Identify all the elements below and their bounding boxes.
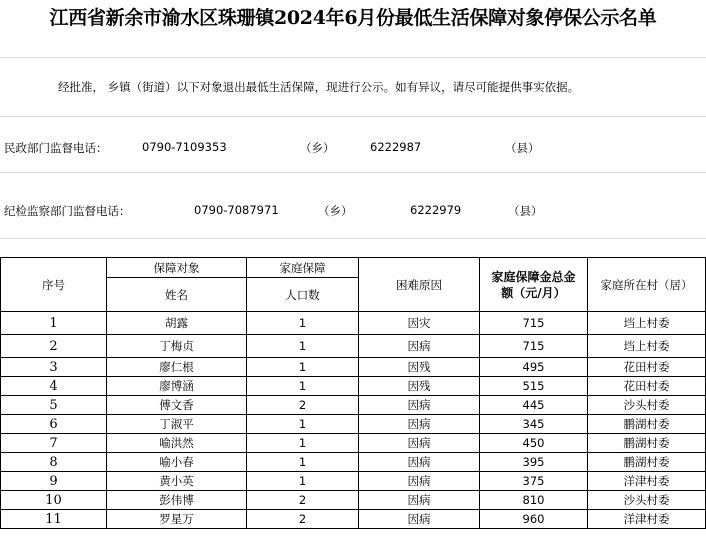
row-divider xyxy=(0,172,706,173)
page-title: 江西省新余市渝水区珠珊镇2024年6月份最低生活保障对象停保公示名单 xyxy=(49,7,657,29)
header-amount xyxy=(480,258,588,312)
cell-amount: 715 xyxy=(480,335,588,358)
header-index: 序号 xyxy=(1,258,107,312)
cell-name: 丁淑平 xyxy=(107,415,247,434)
cell-count: 1 xyxy=(247,434,359,453)
cell-village: 垱上村委 xyxy=(588,335,706,358)
cell-name: 喻小春 xyxy=(107,453,247,472)
cell-amount: 450 xyxy=(480,434,588,453)
cell-count: 1 xyxy=(247,453,359,472)
table-row xyxy=(1,415,706,434)
cell-index: 3 xyxy=(1,358,107,377)
cell-name: 廖博涵 xyxy=(107,377,247,396)
cell-index: 11 xyxy=(1,510,107,529)
header-family: 家庭保障 xyxy=(247,258,359,278)
cell-amount: 960 xyxy=(480,510,588,529)
cell-name: 喻洪然 xyxy=(107,434,247,453)
cell-index: 4 xyxy=(1,377,107,396)
cell-amount: 395 xyxy=(480,453,588,472)
civil-affairs-township-suffix: （乡） xyxy=(300,141,335,155)
discipline-county-suffix: （县） xyxy=(508,204,543,218)
table-row xyxy=(1,491,706,510)
cell-index: 8 xyxy=(1,453,107,472)
cell-village: 沙头村委 xyxy=(588,491,706,510)
cell-village: 洋津村委 xyxy=(588,510,706,529)
cell-reason: 因病 xyxy=(359,335,480,358)
cell-village: 花田村委 xyxy=(588,377,706,396)
cell-count: 1 xyxy=(247,377,359,396)
cell-reason: 因病 xyxy=(359,453,480,472)
row-divider xyxy=(0,57,706,58)
cell-village: 沙头村委 xyxy=(588,396,706,415)
cell-index: 7 xyxy=(1,434,107,453)
header-village: 家庭所在村（居） xyxy=(588,258,706,312)
cell-reason: 因病 xyxy=(359,415,480,434)
table-row xyxy=(1,472,706,491)
cell-name: 廖仁根 xyxy=(107,358,247,377)
cell-index: 1 xyxy=(1,312,107,335)
recipients-table xyxy=(0,257,706,529)
table-row xyxy=(1,434,706,453)
cell-name: 黄小英 xyxy=(107,472,247,491)
cell-name: 罗星万 xyxy=(107,510,247,529)
civil-affairs-county-phone: 6222987 xyxy=(370,140,422,154)
cell-reason: 因病 xyxy=(359,510,480,529)
discipline-label: 纪检监察部门监督电话： xyxy=(4,204,131,218)
cell-reason: 因病 xyxy=(359,434,480,453)
cell-amount: 375 xyxy=(480,472,588,491)
table-row xyxy=(1,510,706,529)
cell-amount: 515 xyxy=(480,377,588,396)
row-divider xyxy=(0,238,706,239)
notice-text: 经批准， 乡镇（街道）以下对象退出最低生活保障，现进行公示。如有异议，请尽可能提供事实依据。 xyxy=(58,80,580,94)
cell-village: 垱上村委 xyxy=(588,312,706,335)
cell-amount: 715 xyxy=(480,312,588,335)
cell-village: 花田村委 xyxy=(588,358,706,377)
row-divider xyxy=(0,116,706,117)
header-name: 姓名 xyxy=(107,278,247,312)
cell-reason: 因灾 xyxy=(359,312,480,335)
cell-name: 彭伟博 xyxy=(107,491,247,510)
table-row xyxy=(1,377,706,396)
cell-reason: 因残 xyxy=(359,377,480,396)
cell-village: 鹏湖村委 xyxy=(588,415,706,434)
cell-name: 傅文香 xyxy=(107,396,247,415)
table-row xyxy=(1,396,706,415)
civil-affairs-county-suffix: （县） xyxy=(505,141,540,155)
header-count: 人口数 xyxy=(247,278,359,312)
cell-reason: 因病 xyxy=(359,472,480,491)
discipline-township-suffix: （乡） xyxy=(318,204,353,218)
cell-index: 6 xyxy=(1,415,107,434)
cell-count: 1 xyxy=(247,335,359,358)
table-row xyxy=(1,453,706,472)
cell-village: 鹏湖村委 xyxy=(588,434,706,453)
header-amount-line2: 额（元/月） xyxy=(501,285,566,300)
cell-amount: 445 xyxy=(480,396,588,415)
header-amount-line1: 家庭保障金总金 xyxy=(491,269,576,284)
cell-count: 1 xyxy=(247,472,359,491)
cell-index: 10 xyxy=(1,491,107,510)
civil-affairs-township-phone: 0790-7109353 xyxy=(142,140,227,154)
cell-village: 鹏湖村委 xyxy=(588,453,706,472)
header-reason: 困难原因 xyxy=(359,258,480,312)
discipline-township-phone: 0790-7087971 xyxy=(194,203,279,217)
cell-index: 9 xyxy=(1,472,107,491)
cell-reason: 因病 xyxy=(359,491,480,510)
cell-count: 1 xyxy=(247,312,359,335)
cell-count: 2 xyxy=(247,396,359,415)
cell-name: 丁梅贞 xyxy=(107,335,247,358)
cell-count: 2 xyxy=(247,491,359,510)
table-row xyxy=(1,312,706,335)
cell-index: 2 xyxy=(1,335,107,358)
discipline-county-phone: 6222979 xyxy=(410,203,462,217)
cell-amount: 345 xyxy=(480,415,588,434)
cell-name: 胡露 xyxy=(107,312,247,335)
cell-amount: 495 xyxy=(480,358,588,377)
cell-amount: 810 xyxy=(480,491,588,510)
civil-affairs-label: 民政部门监督电话： xyxy=(4,141,108,155)
cell-village: 洋津村委 xyxy=(588,472,706,491)
cell-reason: 因残 xyxy=(359,358,480,377)
table-row xyxy=(1,358,706,377)
cell-index: 5 xyxy=(1,396,107,415)
table-row xyxy=(1,335,706,358)
header-object: 保障对象 xyxy=(107,258,247,278)
cell-count: 2 xyxy=(247,510,359,529)
cell-count: 1 xyxy=(247,358,359,377)
cell-count: 1 xyxy=(247,415,359,434)
cell-reason: 因病 xyxy=(359,396,480,415)
